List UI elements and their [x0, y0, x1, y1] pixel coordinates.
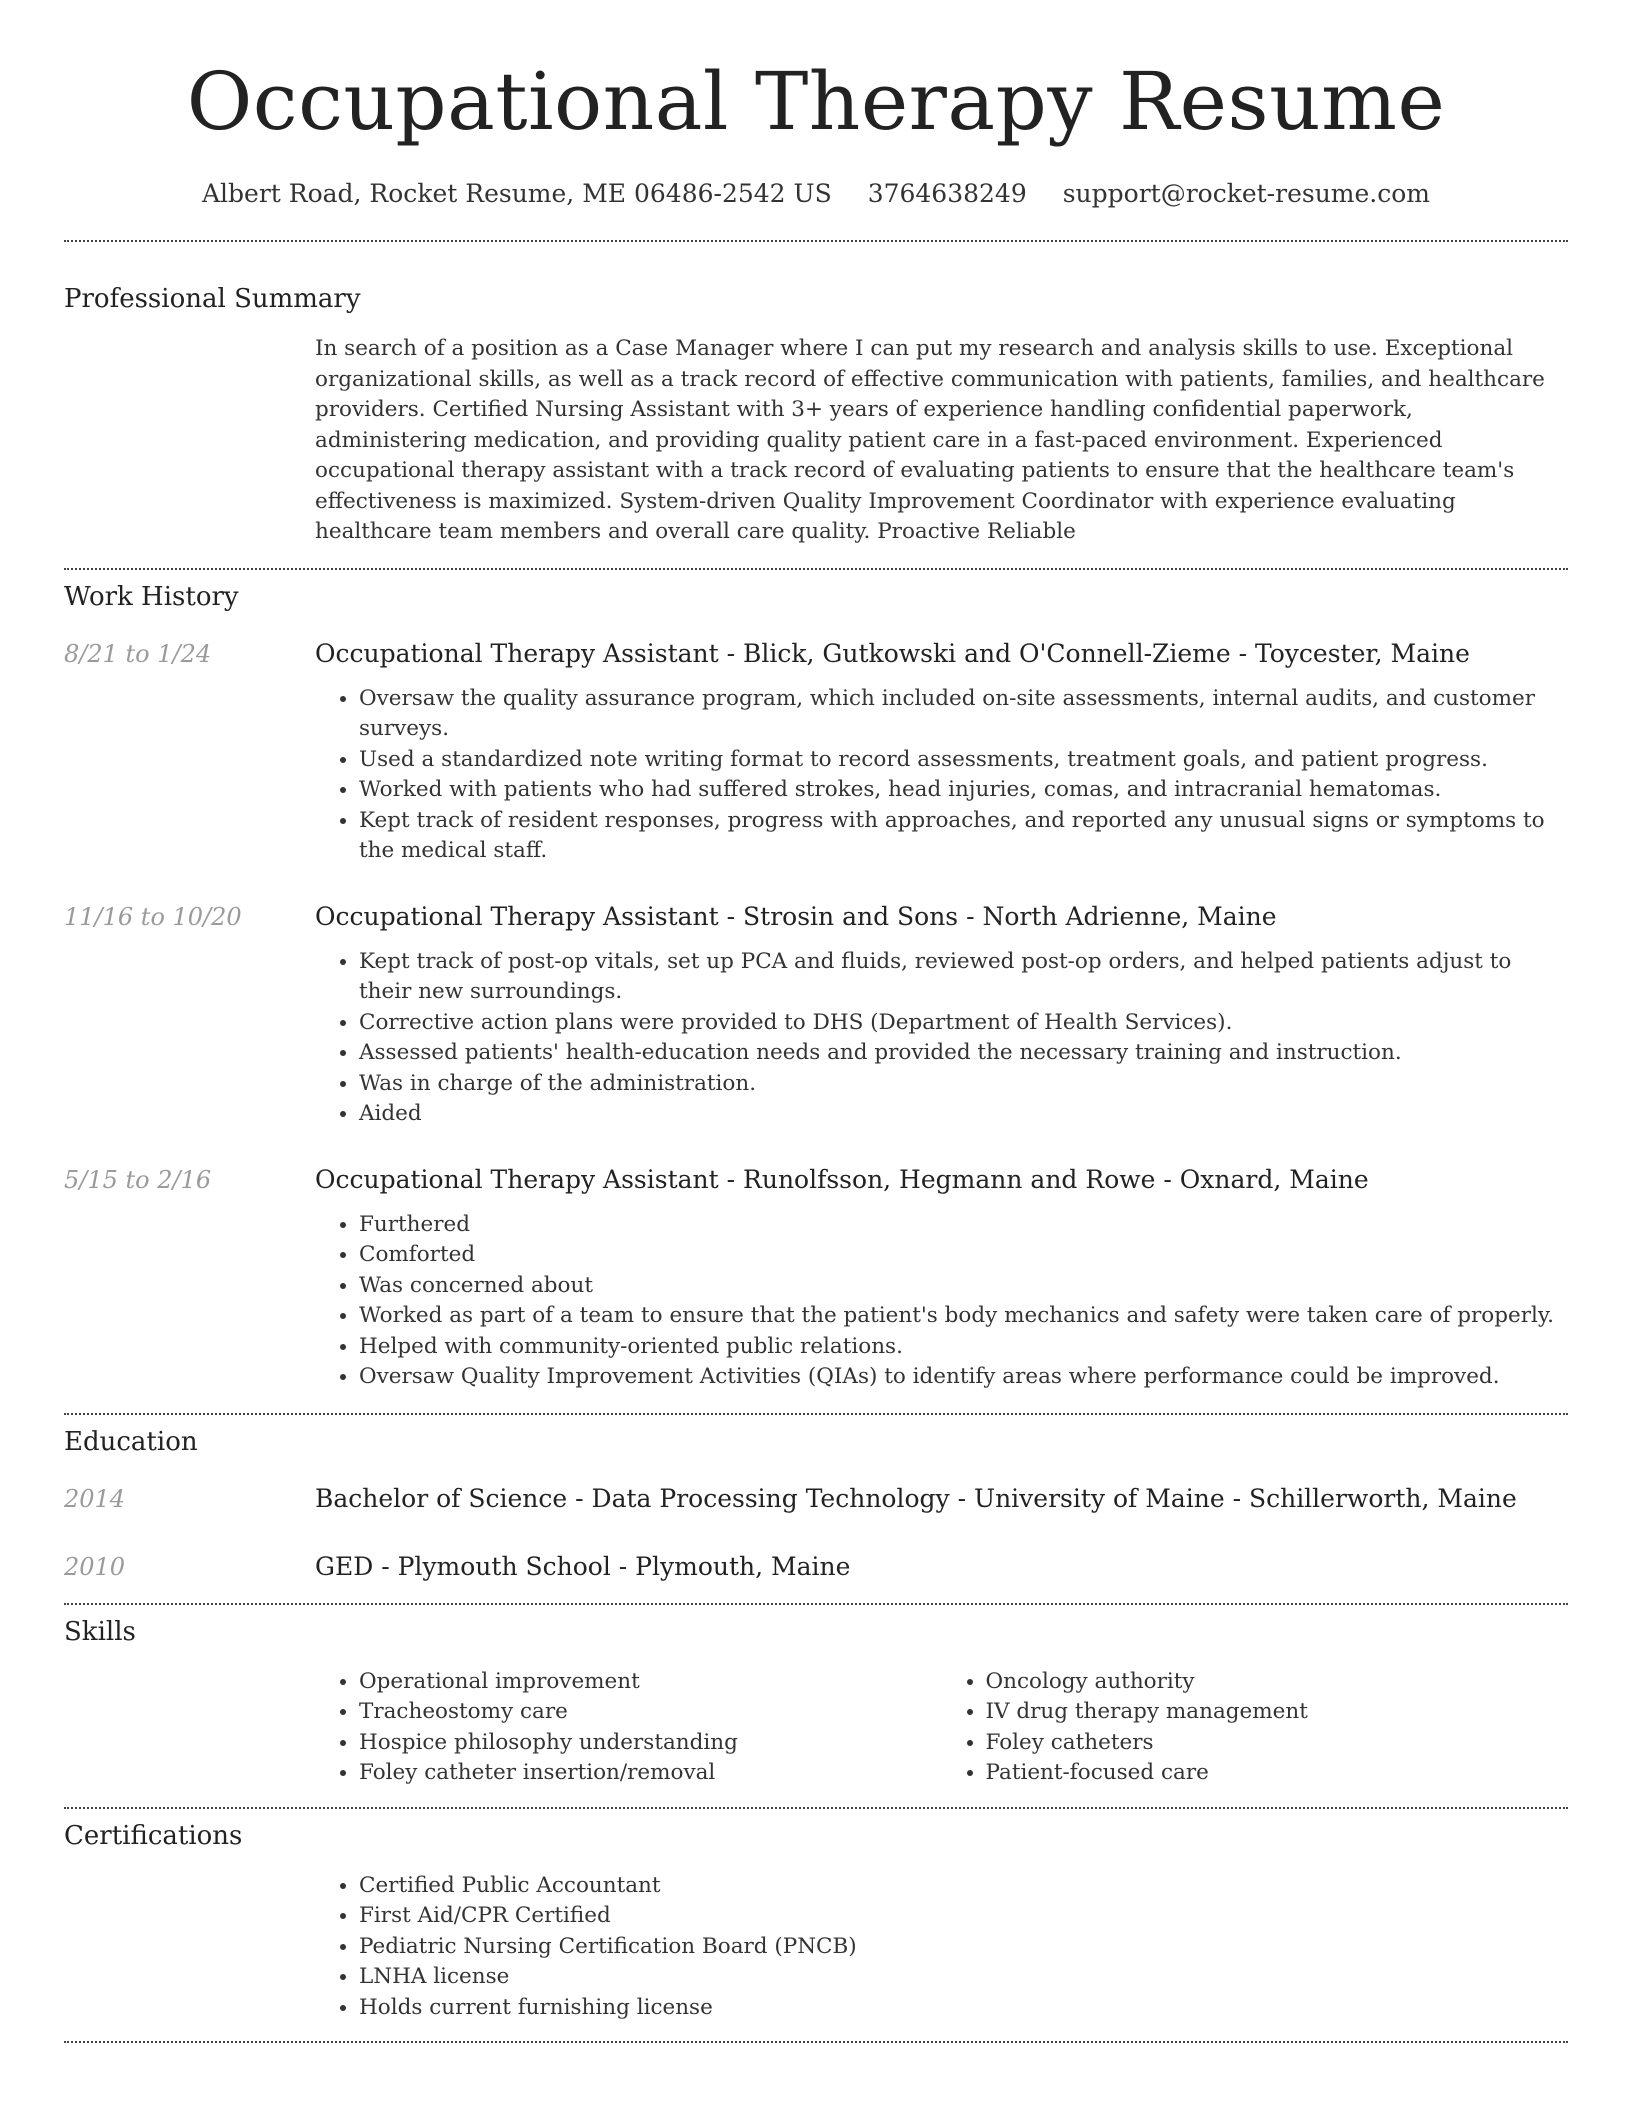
skills-grid	[315, 1667, 1568, 1789]
certifications-section	[64, 1819, 1568, 2024]
section-title-skills: Skills	[64, 1616, 136, 1647]
list-item: • Furthered	[359, 1210, 1568, 1241]
summary-section	[64, 282, 1568, 548]
education-section	[64, 1425, 1568, 1583]
list-item: • Comforted	[359, 1240, 1568, 1271]
divider	[64, 2041, 1568, 2043]
job-dates: 5/15 to 2/16	[64, 1165, 212, 1194]
list-item: • Aided	[359, 1099, 1568, 1130]
list-item: • Worked as part of a team to ensure that the patient's body mechanics and safety were taken care of properly.	[359, 1301, 1568, 1332]
list-item: • Operational improvement	[359, 1667, 942, 1698]
summary-text: In search of a position as a Case Manager where I can put my research and analysis skills to use. Exceptional organizational skills, as well as a track record of effective communication with patients, families, and healthcare providers. Certified Nursing Assistant with 3+ years of experience handling confidential paperwork, administering medication, and providing quality patient care in a fast-paced environment. Experienced occupational therapy assistant with a track record of evaluating patients to ensure that the healthcare team's effectiveness is maximized. System-driven Quality Improvement Coordinator with experience evaluating healthcare team members and overall care quality. Proactive Reliable	[315, 336, 1545, 544]
work-section	[64, 580, 1568, 1393]
list-item: • Helped with community-oriented public relations.	[359, 1332, 1568, 1363]
divider	[64, 1603, 1568, 1605]
divider	[64, 1413, 1568, 1415]
section-title-work: Work History	[64, 581, 239, 612]
education-text: GED - Plymouth School - Plymouth, Maine	[315, 1551, 851, 1581]
divider	[64, 1807, 1568, 1809]
list-item: • Hospice philosophy understanding	[359, 1728, 942, 1759]
list-item: • Assessed patients' health-education needs and provided the necessary training and instruction.	[359, 1038, 1568, 1069]
section-title-certifications: Certifications	[64, 1820, 243, 1851]
job-bullets	[315, 684, 1568, 867]
section-title-summary: Professional Summary	[64, 284, 361, 314]
list-item: • Oversaw the quality assurance program, which included on-site assessments, internal audits, and customer surveys.	[359, 684, 1568, 745]
skills-column-1	[315, 1667, 942, 1789]
email: support@rocket-resume.com	[1062, 179, 1431, 208]
job-entry	[64, 1164, 1568, 1393]
resume-page	[64, 0, 1568, 2043]
phone: 3764638249	[867, 179, 1027, 208]
divider	[64, 568, 1568, 570]
list-item: • Holds current furnishing license	[359, 1993, 1568, 2024]
list-item: • Pediatric Nursing Certification Board (PNCB)	[359, 1932, 1568, 1963]
education-text: Bachelor of Science - Data Processing Technology - University of Maine - Schillerworth, Maine	[315, 1483, 1517, 1513]
list-item: • Oversaw Quality Improvement Activities (QIAs) to identify areas where performance could be improved.	[359, 1362, 1568, 1393]
list-item: • Worked with patients who had suffered strokes, head injuries, comas, and intracranial hematomas.	[359, 775, 1568, 806]
job-entry	[64, 901, 1568, 1130]
education-entry	[64, 1483, 1568, 1515]
list-item: • LNHA license	[359, 1962, 1568, 1993]
list-item: • Was concerned about	[359, 1271, 1568, 1302]
resume-header	[64, 0, 1568, 210]
job-heading: Occupational Therapy Assistant - Strosin and Sons - North Adrienne, Maine	[315, 901, 1277, 931]
job-heading: Occupational Therapy Assistant - Blick, Gutkowski and O'Connell-Zieme - Toycester, Maine	[315, 638, 1470, 668]
list-item: • First Aid/CPR Certified	[359, 1901, 1568, 1932]
job-dates: 8/21 to 1/24	[64, 639, 212, 668]
job-bullets	[315, 947, 1568, 1130]
list-item: • Patient-focused care	[986, 1758, 1569, 1789]
education-year: 2010	[64, 1552, 126, 1581]
list-item: • Foley catheters	[986, 1728, 1569, 1759]
job-bullets	[315, 1210, 1568, 1393]
list-item: • IV drug therapy management	[986, 1697, 1569, 1728]
section-title-education: Education	[64, 1426, 198, 1457]
job-entry	[64, 638, 1568, 867]
list-item: • Corrective action plans were provided to DHS (Department of Health Services).	[359, 1008, 1568, 1039]
contact-line	[64, 178, 1568, 210]
skills-section	[64, 1615, 1568, 1789]
job-dates: 11/16 to 10/20	[64, 902, 242, 931]
certifications-list	[315, 1871, 1568, 2024]
list-item: • Kept track of resident responses, progress with approaches, and reported any unusual signs or symptoms to the medical staff.	[359, 806, 1568, 867]
address: Albert Road, Rocket Resume, ME 06486-2542 US	[201, 179, 832, 208]
education-entry	[64, 1551, 1568, 1583]
list-item: • Tracheostomy care	[359, 1697, 942, 1728]
resume-title: Occupational Therapy Resume	[186, 55, 1446, 148]
list-item: • Kept track of post-op vitals, set up PCA and fluids, reviewed post-op orders, and helped patients adjust to their new surroundings.	[359, 947, 1568, 1008]
divider	[64, 240, 1568, 242]
list-item: • Certified Public Accountant	[359, 1871, 1568, 1902]
list-item: • Foley catheter insertion/removal	[359, 1758, 942, 1789]
list-item: • Was in charge of the administration.	[359, 1069, 1568, 1100]
list-item: • Used a standardized note writing format to record assessments, treatment goals, and patient progress.	[359, 745, 1568, 776]
job-heading: Occupational Therapy Assistant - Runolfsson, Hegmann and Rowe - Oxnard, Maine	[315, 1164, 1369, 1194]
education-year: 2014	[64, 1484, 126, 1513]
list-item: • Oncology authority	[986, 1667, 1569, 1698]
skills-column-2	[942, 1667, 1569, 1789]
